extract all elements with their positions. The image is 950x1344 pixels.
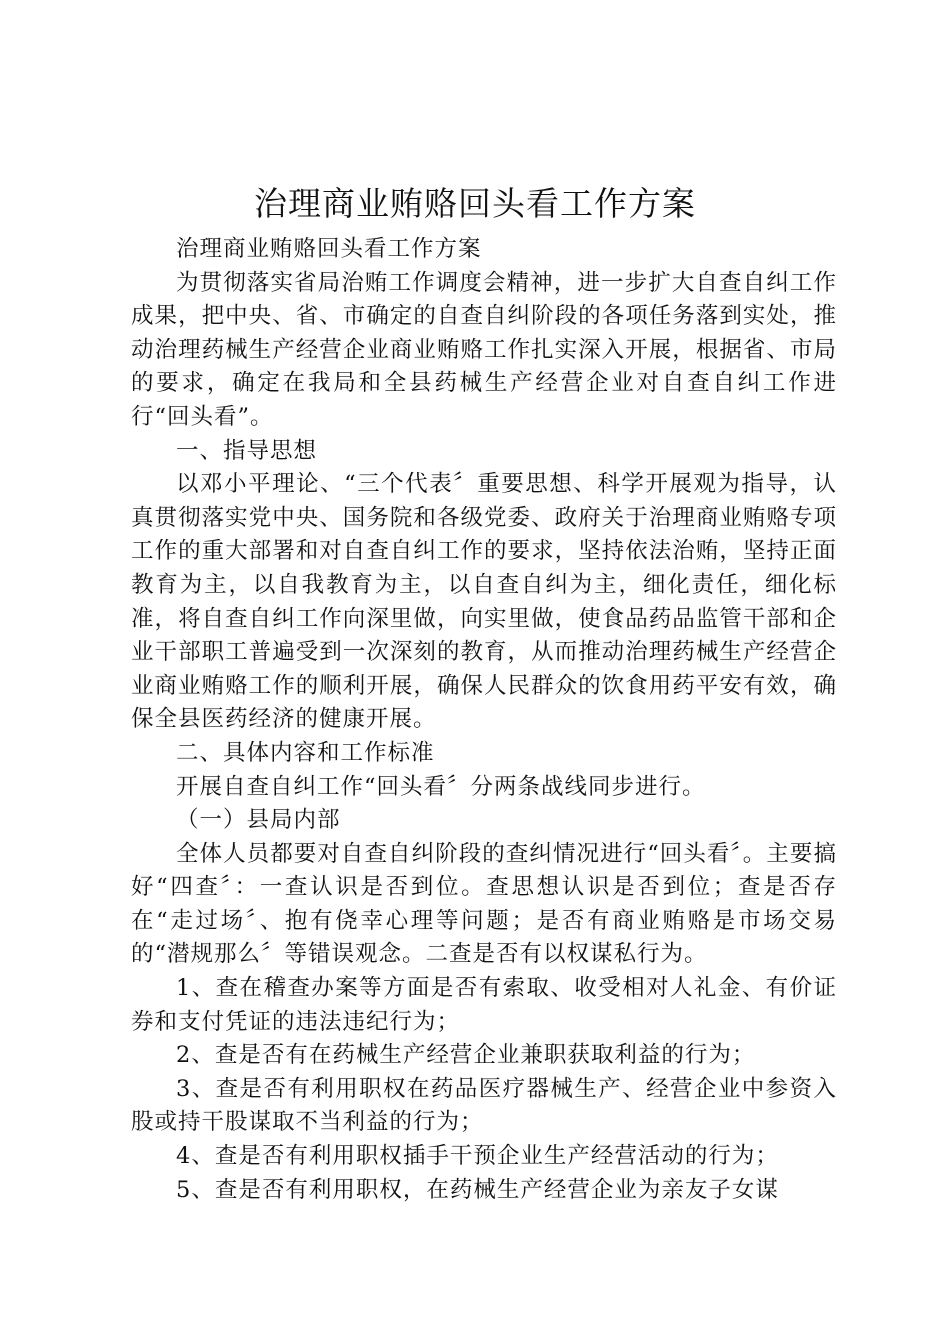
- paragraph-two-lines: 开展自查自纠工作“回头看〞分两条战线同步进行。: [176, 773, 706, 800]
- document-body: [131, 233, 837, 1207]
- paragraph-guiding-thought: 以邓小平理论、“三个代表〞重要思想、科学开展观为指导，认真贯彻落实党中央、国务院和各级党委、政府关于治理商业贿赂专项工作的重大部署和对自查自纠工作的要求，坚持依法治贿，坚持正面教育为主，以自我教育为主，以自查自纠为主，细化责任，细化标准，将自查自纠工作向深里做，向实里做，使食品药品监管干部和企业干部职工普遍受到一次深刻的教育，从而推动治理药械生产经营企业商业贿赂工作的顺利开展，确保人民群众的饮食用药平安有效，确保全县医药经济的健康开展。: [131, 471, 837, 733]
- list-item-1: 1、查在稽查办案等方面是否有索取、收受相对人礼金、有价证券和支付凭证的违法违纪行为；: [131, 975, 837, 1035]
- list-item-5: 5、查是否有利用职权，在药械生产经营企业为亲友子女谋: [176, 1176, 779, 1203]
- list-item-3: 3、查是否有利用职权在药品医疗器械生产、经营企业中参资入股或持干股谋取不当利益的行为；: [131, 1075, 837, 1136]
- document-title: 治理商业贿赂回头看工作方案: [254, 184, 696, 223]
- section-heading-guiding-thought: 一、指导思想: [176, 437, 318, 464]
- paragraph-four-checks: 全体人员都要对自查自纠阶段的查纠情况进行“回头看〞。主要搞好“四查〞：一查认识是否到位。查思想认识是否到位；查是否存在“走过场〞、抱有侥幸心理等问题；是否有商业贿赂是市场交易的“潜规那么〞等错误观念。二查是否有以权谋私行为。: [131, 840, 837, 968]
- list-item-2: 2、查是否有在药械生产经营企业兼职获取利益的行为；: [176, 1042, 756, 1069]
- paragraph-intro: 为贯彻落实省局治贿工作调度会精神，进一步扩大自查自纠工作成果，把中央、省、市确定的自查自纠阶段的各项任务落到实处，推动治理药械生产经营企业商业贿赂工作扎实深入开展，根据省、市局的要求，确定在我局和全县药械生产经营企业对自查自纠工作进行“回头看”。: [131, 269, 837, 430]
- subsection-heading-internal: （一）县局内部: [176, 807, 341, 834]
- section-heading-content-standards: 二、具体内容和工作标准: [176, 739, 435, 766]
- list-item-4: 4、查是否有利用职权插手干预企业生产经营活动的行为；: [176, 1143, 779, 1170]
- paragraph-subtitle: 治理商业贿赂回头看工作方案: [176, 236, 482, 262]
